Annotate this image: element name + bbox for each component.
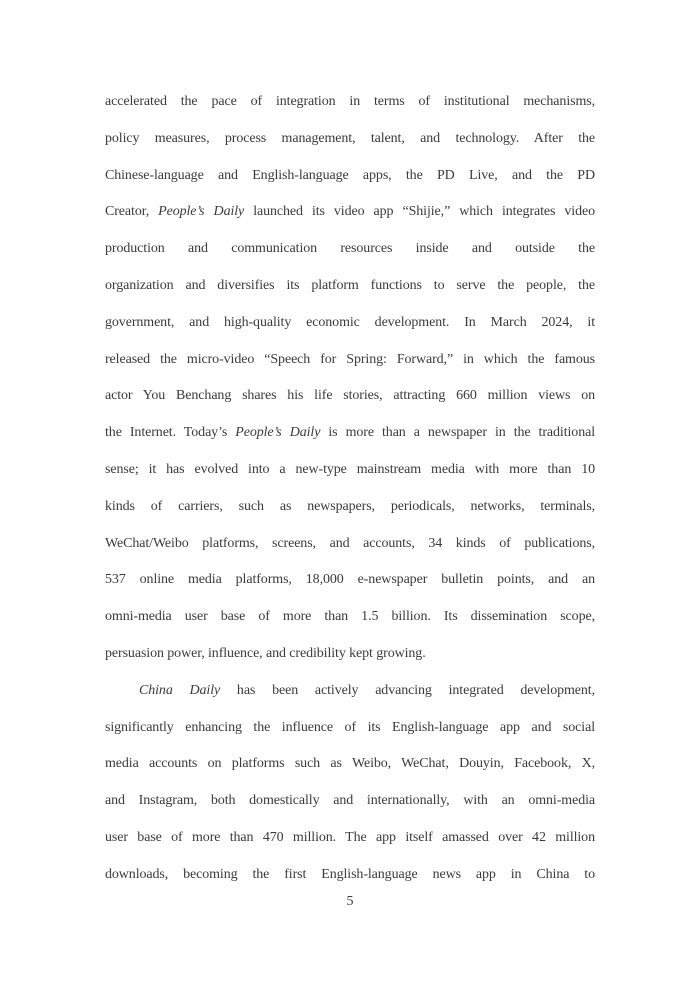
page-body-text [105, 84, 595, 894]
text-segment: kinds of carriers, such as newspapers, periodicals, networks, terminals, [105, 498, 595, 514]
text-segment: sense; it has evolved into a new-type mainstream media with more than 10 [105, 461, 595, 477]
text-segment: significantly enhancing the influence of its English-language app and social [105, 719, 595, 735]
text-segment: organization and diversifies its platform functions to serve the people, the [105, 277, 595, 293]
text-segment: 537 online media platforms, 18,000 e-newspaper bulletin points, and an [105, 572, 595, 588]
text-segment: policy measures, process management, talent, and technology. After the [105, 130, 595, 146]
text-segment: released the micro-video “Speech for Spring: Forward,” in which the famous [105, 351, 595, 367]
text-segment: has been actively advancing integrated development, [220, 682, 595, 698]
text-segment: and Instagram, both domestically and internationally, with an omni-media [105, 793, 595, 809]
text-segment: is more than a newspaper in the traditional [320, 425, 595, 441]
text-line [105, 121, 595, 158]
text-segment: accelerated the pace of integration in terms of institutional mechanisms, [105, 94, 595, 109]
text-line [105, 489, 595, 526]
text-line [105, 268, 595, 305]
text-segment: downloads, becoming the first English-language news app in China to [105, 866, 595, 882]
text-line [105, 710, 595, 747]
text-line [105, 783, 595, 820]
text-segment: WeChat/Weibo platforms, screens, and accounts, 34 kinds of publications, [105, 535, 595, 551]
text-segment: government, and high-quality economic development. In March 2024, it [105, 314, 595, 330]
text-line [105, 84, 595, 121]
text-line [105, 342, 595, 379]
text-segment: user base of more than 470 million. The app itself amassed over 42 million [105, 829, 595, 845]
text-segment: the Internet. Today’s [105, 425, 236, 441]
publication-name-italic: People’s Daily [235, 425, 321, 441]
page-number: 5 [346, 894, 354, 909]
text-line [105, 599, 595, 636]
text-segment: actor You Benchang shares his life stories, attracting 660 million views on [105, 388, 595, 404]
text-line [105, 231, 595, 268]
text-segment: Creator, [105, 204, 159, 220]
text-line [105, 415, 595, 452]
text-line [105, 673, 595, 710]
text-line [105, 305, 595, 342]
text-segment: production and communication resources inside and outside the [105, 241, 595, 257]
text-line [105, 820, 595, 857]
text-segment: persuasion power, influence, and credibility kept growing. [105, 645, 426, 661]
text-segment: omni-media user base of more than 1.5 billion. Its dissemination scope, [105, 609, 595, 625]
text-line [105, 452, 595, 489]
text-line [105, 857, 595, 894]
text-segment: media accounts on platforms such as Weibo, WeChat, Douyin, Facebook, X, [105, 756, 595, 772]
text-segment: Chinese-language and English-language apps, the PD Live, and the PD [105, 167, 595, 183]
text-line [105, 526, 595, 563]
text-line [105, 158, 595, 195]
publication-name-italic: People’s Daily [158, 204, 245, 220]
text-line [105, 746, 595, 783]
text-line [105, 378, 595, 415]
text-line [105, 636, 595, 673]
publication-name-italic: China Daily [139, 682, 221, 698]
text-line [105, 194, 595, 231]
text-line [105, 562, 595, 599]
text-segment: launched its video app “Shijie,” which integrates video [244, 204, 595, 220]
